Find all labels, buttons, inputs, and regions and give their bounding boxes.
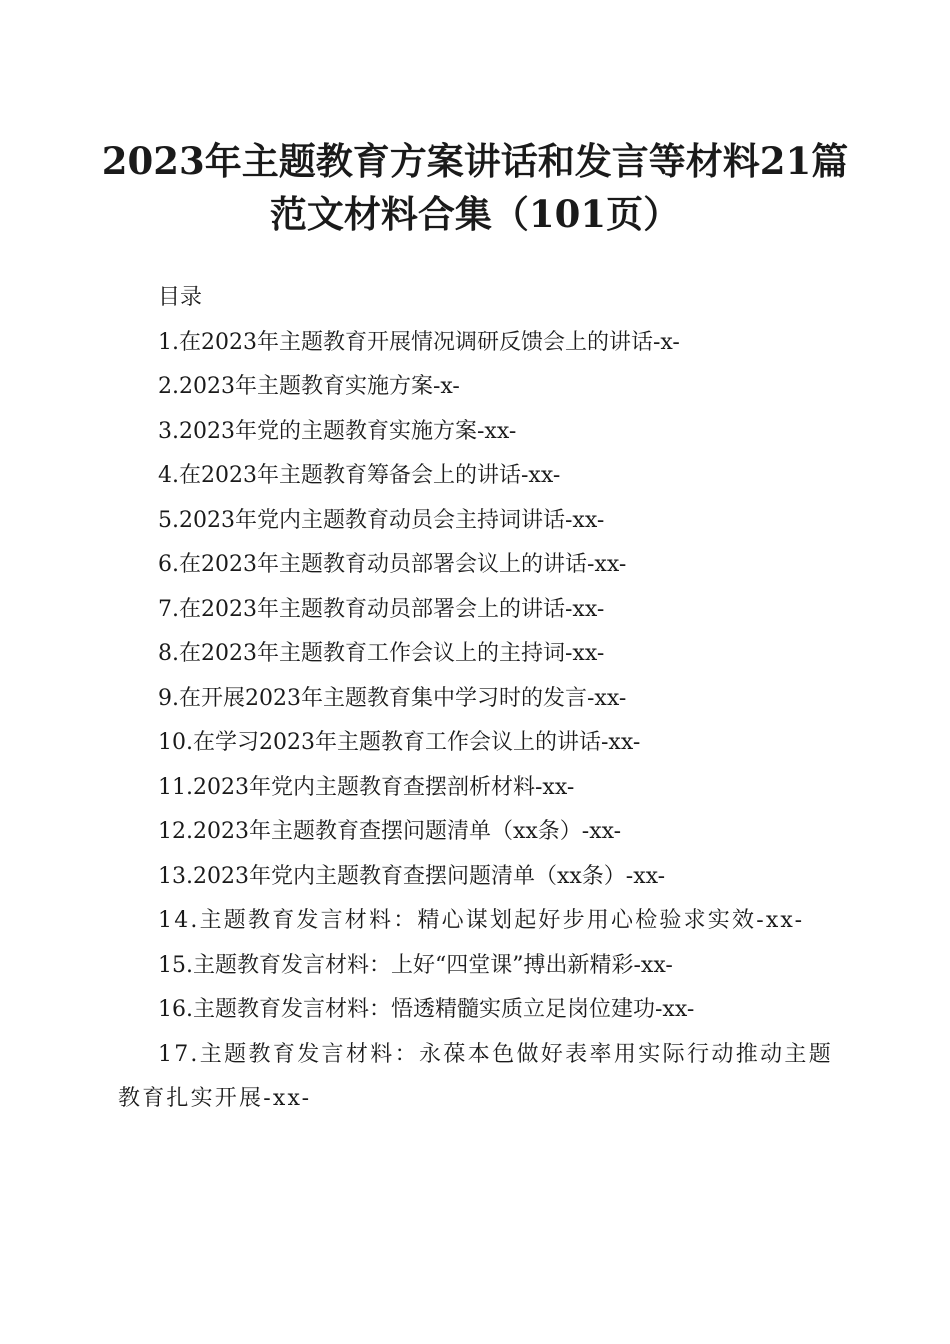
toc-item: 9.在开展2023年主题教育集中学习时的发言-xx- bbox=[158, 685, 627, 711]
table-of-contents bbox=[118, 276, 833, 1122]
toc-item: 8.在2023年主题教育工作会议上的主持词-xx- bbox=[158, 641, 605, 666]
title-line-1: 2023年主题教育方案讲话和发言等材料21篇 bbox=[101, 139, 849, 183]
toc-item: 4.在2023年主题教育筹备会上的讲话-xx- bbox=[158, 463, 561, 488]
toc-heading: 目录 bbox=[158, 285, 203, 310]
toc-item: 1.在2023年主题教育开展情况调研反馈会上的讲话-x- bbox=[158, 329, 680, 355]
toc-item: 11.2023年党内主题教育查摆剖析材料-xx- bbox=[158, 774, 575, 800]
toc-item: 13.2023年党内主题教育查摆问题清单（xx条）-xx- bbox=[158, 863, 666, 889]
toc-item: 2.2023年主题教育实施方案-x- bbox=[158, 374, 460, 399]
toc-item: 16.主题教育发言材料：悟透精髓实质立足岗位建功-xx- bbox=[158, 997, 695, 1022]
toc-item: 17.主题教育发言材料：永葆本色做好表率用实际行动推动主题教育扎实开展-xx- bbox=[118, 1041, 833, 1111]
toc-item: 7.在2023年主题教育动员部署会上的讲话-xx- bbox=[158, 596, 605, 622]
toc-list bbox=[118, 321, 833, 1122]
title-line-2: 范文材料合集（101页） bbox=[269, 192, 681, 236]
toc-item: 12.2023年主题教育查摆问题清单（xx条）-xx- bbox=[158, 819, 622, 844]
document-title bbox=[100, 135, 850, 241]
toc-item: 15.主题教育发言材料：上好“四堂课”搏出新精彩-xx- bbox=[158, 952, 673, 978]
toc-item: 10.在学习2023年主题教育工作会议上的讲话-xx- bbox=[158, 730, 641, 755]
toc-item: 14.主题教育发言材料：精心谋划起好步用心检验求实效-xx- bbox=[158, 908, 805, 933]
toc-item: 3.2023年党的主题教育实施方案-xx- bbox=[158, 418, 517, 444]
toc-item: 5.2023年党内主题教育动员会主持词讲话-xx- bbox=[158, 507, 605, 533]
toc-item: 6.在2023年主题教育动员部署会议上的讲话-xx- bbox=[158, 552, 627, 577]
